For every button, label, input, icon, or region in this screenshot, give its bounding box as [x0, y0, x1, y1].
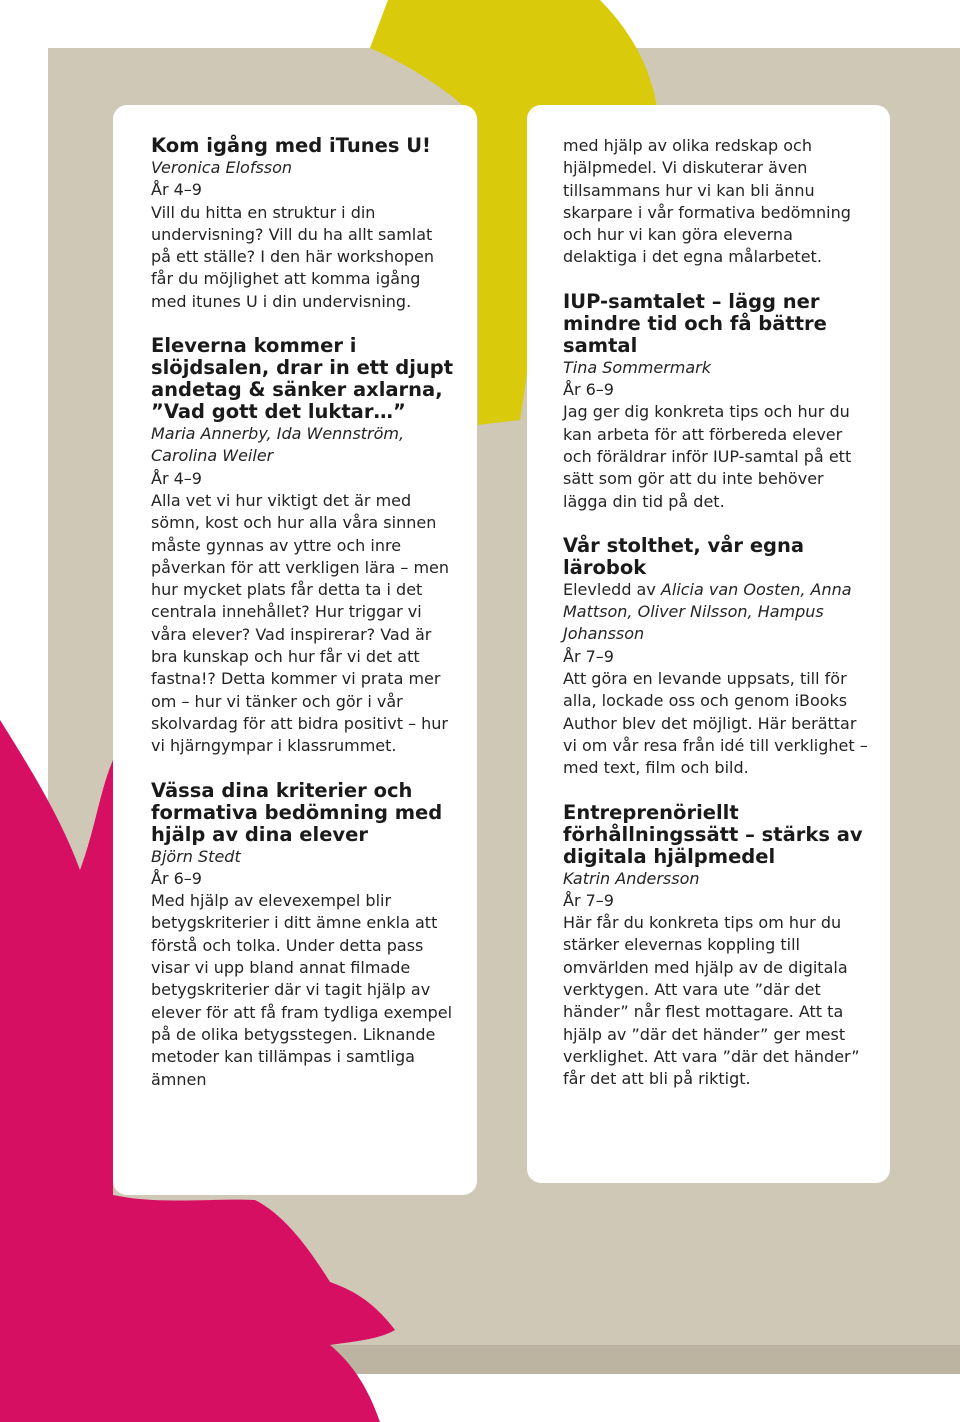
continued-text: med hjälp av olika redskap och hjälpmedel. Vi diskuterar även tillsammans hur vi kan bli ännu skarpare i vår formativa bedömning och hur vi kan göra eleverna delaktiga i det egna målarbetet. [563, 136, 851, 267]
article-title: Vässa dina kriterier och formativa bedömning med hjälp av dina elever [151, 778, 443, 846]
article-body: Att göra en levande uppsats, till för alla, lockade oss och genom iBooks Author blev det möjligt. Här berättar vi om vår resa från idé till verklighet – med text, film och bild. [563, 669, 868, 778]
article-body: Jag ger dig konkreta tips och hur du kan arbeta för att förbereda elever och föräldrar inför IUP-samtal på ett sätt som gör att du inte behöver lägga din tid på det. [563, 402, 852, 511]
article-slojdsalen [151, 335, 457, 757]
article-title: Eleverna kommer i slöjdsalen, drar in ett djupt andetag & sänker axlarna, ”Vad gott det luktar…” [151, 334, 454, 424]
article-entreprenoriellt [563, 802, 872, 1091]
article-title: Kom igång med iTunes U! [151, 134, 431, 157]
article-body: Med hjälp av elevexempel blir betygskriterier i ditt ämne enkla att förstå och tolka. Under detta pass visar vi upp bland annat filmade betygskriterier där vi tagit hjälp av elever för att få fram tydliga exempel på de olika betygsstegen. Liknande metoder kan tillämpas i samtliga ämnen [151, 891, 453, 1089]
article-grade: År 4–9 [151, 468, 202, 488]
article-author: Katrin Andersson [563, 868, 700, 888]
article-grade: År 6–9 [563, 380, 614, 400]
article-author [563, 579, 872, 646]
article-author: Tina Sommermark [563, 357, 712, 377]
author-names: Alicia van Oosten, Anna Mattson, Oliver Nilsson, Hampus Johansson [563, 579, 852, 644]
article-body: Vill du hitta en struktur i din undervisning? Vill du ha allt samlat på ett ställe? I den här workshopen får du möjlighet att komma igång med itunes U i din undervisning. [151, 202, 435, 311]
article-body: Alla vet vi hur viktigt det är med sömn, kost och hur alla våra sinnen måste gynnas av yttre och inre påverkan för att verkligen lära – men hur mycket plats får detta ta i det centrala innehållet? Hur triggar vi våra elever? Vad inspirerar? Vad är bra kunskap och hur får vi det att fastna!? Detta kommer vi prata mer om – hur vi tänker och gör i vår skolvardag för att bidra positivt – hur vi hjärngympar i klassrummet. [151, 490, 450, 756]
article-larobok [563, 535, 872, 780]
article-grade: År 6–9 [151, 868, 202, 888]
right-card [527, 105, 890, 1183]
article-title: Entreprenöriellt förhållningssätt – stärks av digitala hjälpmedel [563, 800, 863, 868]
article-title: Vår stolthet, vår egna lärobok [563, 533, 805, 579]
article-formativa-bedomning [151, 780, 457, 1091]
article-grade: År 7–9 [563, 890, 614, 910]
article-author: Veronica Elofsson [151, 158, 293, 177]
article-author: Maria Annerby, Ida Wennström, Carolina Weiler [151, 424, 405, 466]
left-card [113, 105, 477, 1195]
article-body: Här får du konkreta tips om hur du stärker elevernas koppling till omvärlden med hjälp av de digitala verktygen. Att vara ute ”där det händer” når flest mottagare. Att ta hjälp av ”där det händer” ger mest verklighet. Att vara ”där det händer” får det att bli på riktigt. [563, 913, 860, 1089]
article-itunes-u [151, 135, 457, 313]
article-grade: År 7–9 [563, 646, 614, 666]
article-iup-samtalet [563, 291, 872, 513]
article-title: IUP-samtalet – lägg ner mindre tid och få bättre samtal [563, 289, 827, 357]
article-author: Björn Stedt [151, 846, 241, 866]
author-prefix: Elevledd av [563, 579, 661, 599]
article-grade: År 4–9 [151, 180, 202, 200]
